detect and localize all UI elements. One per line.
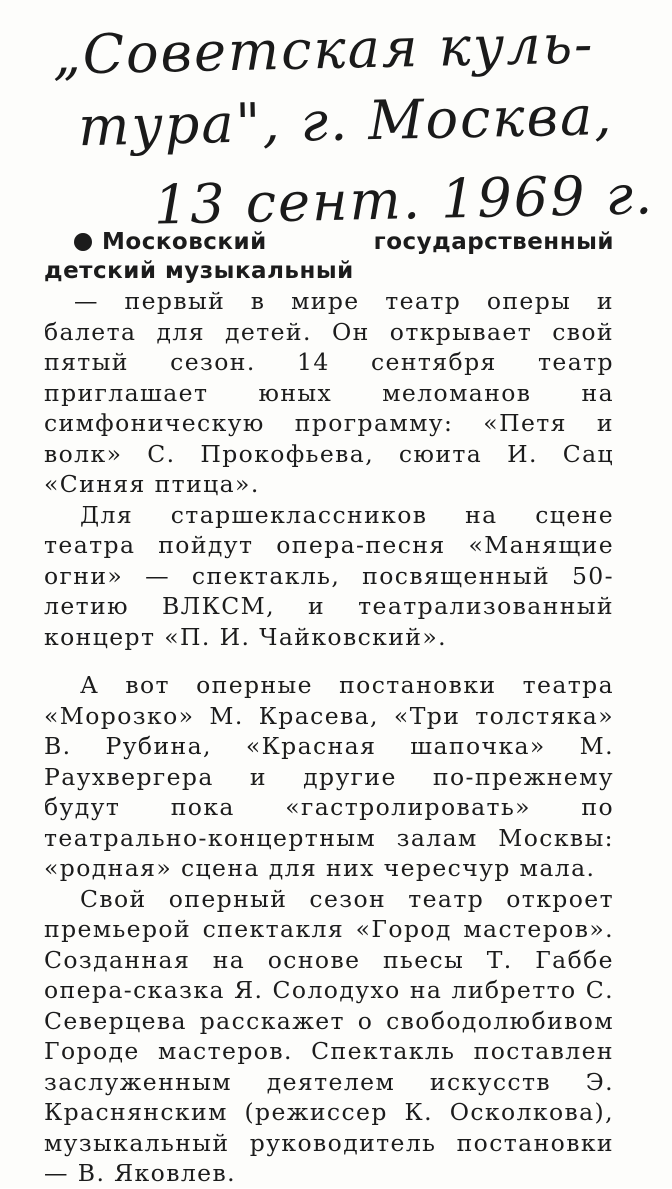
article-paragraph-1: — первый в мире театр оперы и балета для детей. Он открывает свой пятый сезон. 14 сентября театр приглашает юных меломанов на симфоническую программу: «Петя и волк» С. Прокофьева, сюита И. Сац «Синяя птица». (44, 287, 614, 498)
bullet-icon (74, 233, 92, 251)
article-paragraph-2: Для старшеклассников на сцене театра пойдут опера-песня «Манящие огни» — спектакль, посвященный 50-летию ВЛКСМ, и театрализованный концерт «П. И. Чайковский». (44, 500, 614, 651)
source-note-line-2: тура", г. Москва, (77, 84, 614, 159)
paragraph-gap (44, 652, 614, 670)
article-body (44, 228, 614, 1189)
article-paragraph-4: Свой оперный сезон театр откроет премьерой спектакля «Город мастеров». Созданная на основе пьесы Т. Габбе опера-сказка Я. Солодухо на либретто С. Северцева расскажет о свободолюбивом Городе мастеров. Спектакль поставлен заслуженным деятелем искусств Э. Краснянским (режиссер К. Осколкова), музыкальный руководитель постановки — В. Яковлев. (44, 884, 614, 1187)
article-headline (44, 228, 614, 286)
handwritten-source-note (40, 7, 655, 244)
source-note-line-1: „Советская куль- (52, 12, 595, 87)
article-paragraph-3: А вот оперные постановки театра «Морозко» М. Красева, «Три толстяка» В. Рубина, «Красная шапочка» М. Раухвергера и другие по-прежнему будут пока «гастролировать» по театрально-концертным залам Москвы: «родная» сцена для них чересчур мала. (44, 671, 614, 882)
headline-text: Московский государственный детский музыкальный (44, 229, 614, 284)
source-note-date: 13 сент. 1969 г. (153, 163, 655, 237)
